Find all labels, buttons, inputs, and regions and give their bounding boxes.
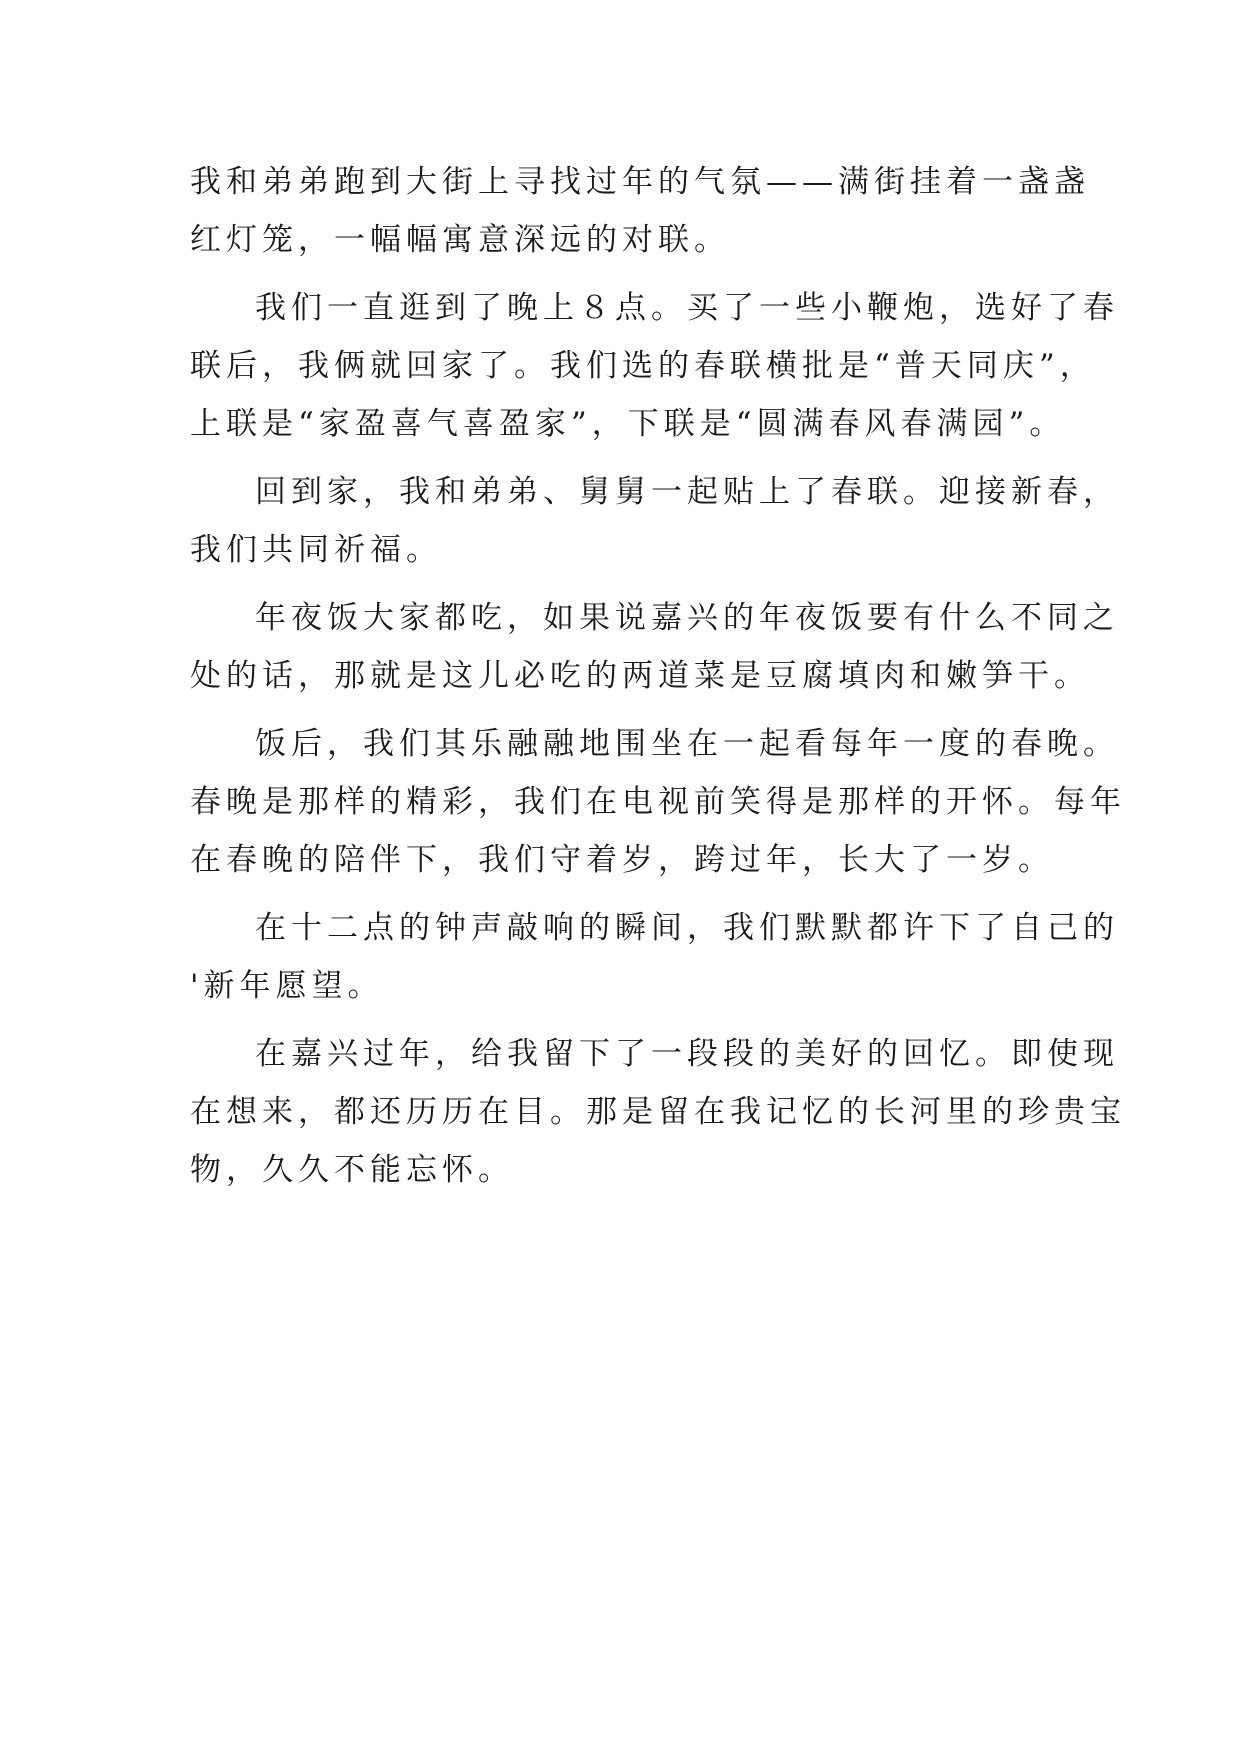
text-line: 在春晚的陪伴下，我们守着岁，跨过年，长大了一岁。 bbox=[190, 842, 1054, 878]
text-line: 上联是“家盈喜气喜盈家”，下联是“圆满春风春满园”。 bbox=[190, 406, 1066, 442]
text-line: 我们共同祈福。 bbox=[190, 532, 442, 568]
text-line: '新年愿望。 bbox=[190, 968, 384, 1004]
paragraph-first-line: 在嘉兴过年，给我留下了一段段的美好的回忆。即使现 bbox=[255, 1036, 1119, 1072]
paragraph-first-line: 我们一直逛到了晚上８点。买了一些小鞭炮，选好了春 bbox=[255, 290, 1119, 326]
paragraph-first-line: 在十二点的钟声敲响的瞬间，我们默默都许下了自己的 bbox=[255, 910, 1119, 946]
text-line: 我和弟弟跑到大街上寻找过年的气氛——满街挂着一盏盏 bbox=[190, 164, 1090, 200]
text-line: 红灯笼，一幅幅寓意深远的对联。 bbox=[190, 222, 730, 258]
text-line: 在想来，都还历历在目。那是留在我记忆的长河里的珍贵宝 bbox=[190, 1094, 1126, 1130]
paragraph-first-line: 饭后，我们其乐融融地围坐在一起看每年一度的春晚。 bbox=[255, 726, 1119, 762]
text-line: 处的话，那就是这儿必吃的两道菜是豆腐填肉和嫩笋干。 bbox=[190, 658, 1090, 694]
paragraph-first-line: 年夜饭大家都吃，如果说嘉兴的年夜饭要有什么不同之 bbox=[255, 600, 1119, 636]
text-line: 春晚是那样的精彩，我们在电视前笑得是那样的开怀。每年 bbox=[190, 784, 1126, 820]
text-line: 联后，我俩就回家了。我们选的春联横批是“普天同庆”， bbox=[190, 348, 1096, 384]
paragraph-first-line: 回到家，我和弟弟、舅舅一起贴上了春联。迎接新春， bbox=[255, 474, 1119, 510]
text-line: 物，久久不能忘怀。 bbox=[190, 1152, 514, 1188]
